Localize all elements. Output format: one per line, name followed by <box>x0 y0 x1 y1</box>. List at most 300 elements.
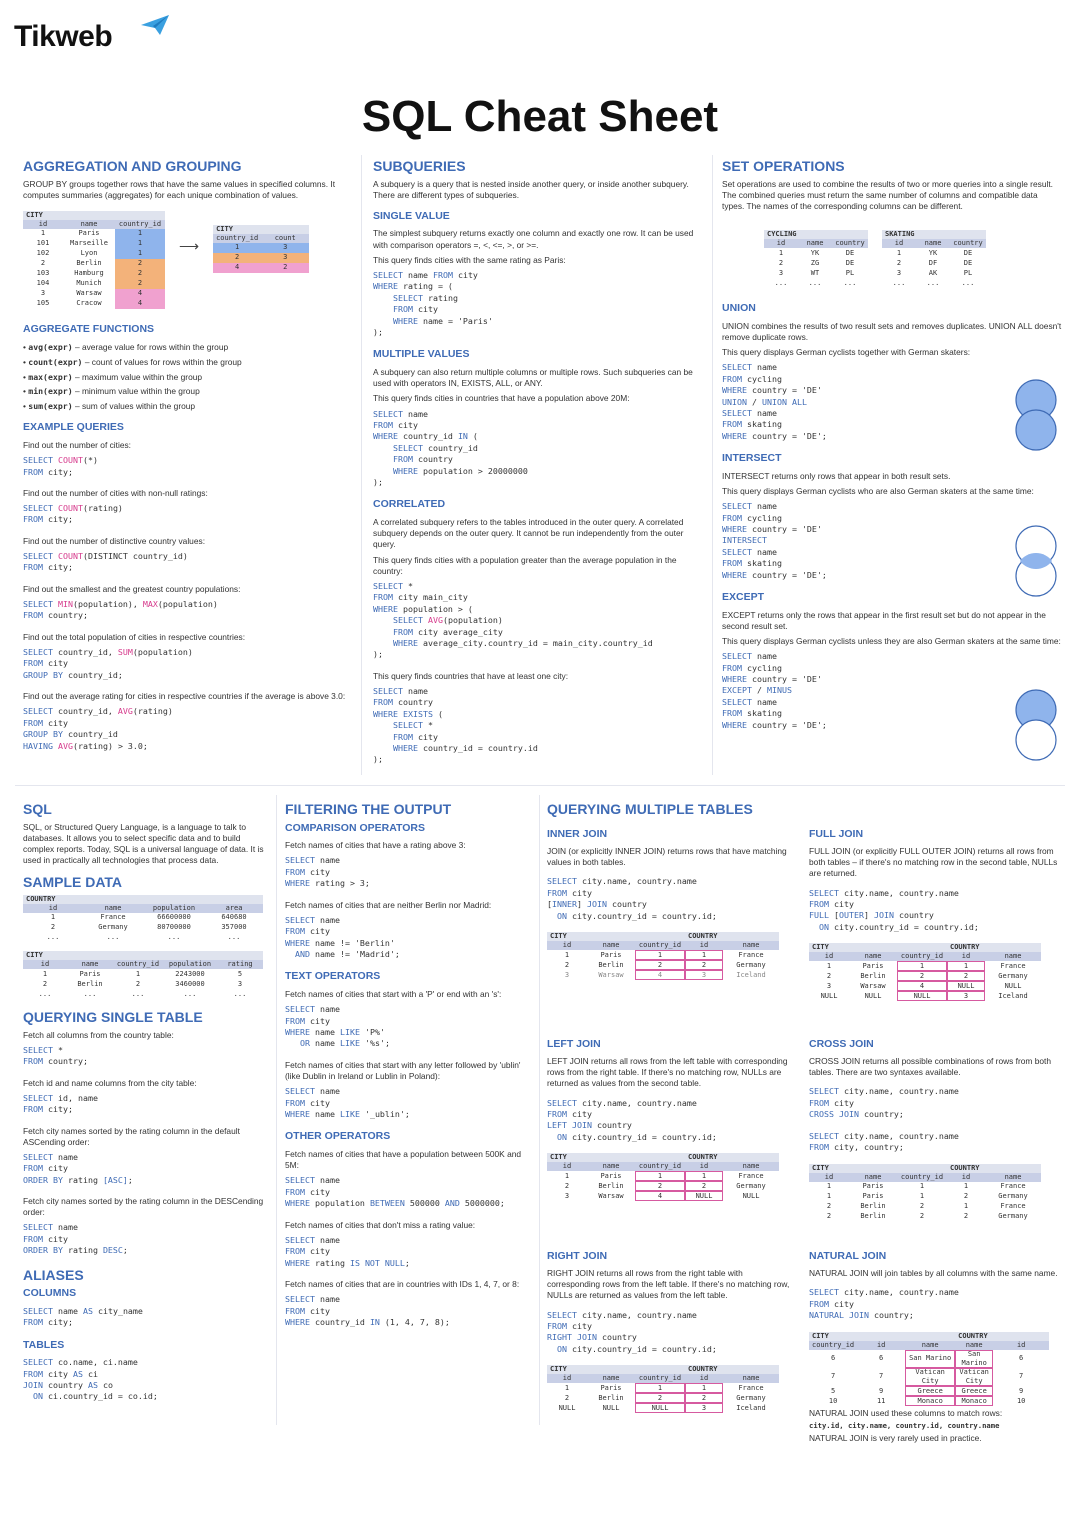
table-cell: 2 <box>896 258 902 267</box>
subsection-title: TABLES <box>23 1338 65 1351</box>
join-title: CROSS JOIN <box>809 1037 874 1050</box>
join-title: LEFT JOIN <box>547 1037 601 1050</box>
code-block: SELECT name FROM city WHERE name LIKE 'P%' OR name LIKE '%s'; <box>285 1004 390 1049</box>
table-row <box>23 913 263 923</box>
column-header: id <box>882 239 916 248</box>
code-block: SELECT city.name, country.name FROM city NATURAL JOIN country; <box>809 1287 959 1321</box>
section-intro: Set operations are used to combine the results of two or more queries into a single result. The combined queries must return the same number of columns and compatible data types. The names of the corresponding columns can be different. <box>722 178 1053 211</box>
data-table <box>23 895 263 943</box>
column-header: name <box>587 1374 635 1383</box>
table-cell: 10 <box>828 1396 838 1405</box>
code-block: SELECT country_id, SUM(population) FROM city GROUP BY country_id; <box>23 647 193 680</box>
paragraph: This query finds cities in countries that have a population above 20M: <box>373 393 630 404</box>
table-row <box>809 1386 1049 1396</box>
table-cell: Germany <box>736 960 766 969</box>
section-title: SQL <box>23 801 52 817</box>
code-block: SELECT COUNT(*) FROM city; <box>23 455 98 477</box>
table-cell: ... <box>926 278 940 287</box>
join-note: NATURAL JOIN is very rarely used in practice. <box>809 1432 982 1443</box>
table-cell: 4 <box>635 970 685 980</box>
column-header: name <box>83 904 143 913</box>
table-cell: Paris <box>600 1383 622 1392</box>
table-cell: 1 <box>50 913 56 922</box>
table-cell: ... <box>774 278 788 287</box>
function-item: • min(expr) – minimum value within the group <box>23 386 353 397</box>
column-header: population <box>163 960 217 969</box>
table-cell: Cracow <box>76 299 102 308</box>
table-cell: ... <box>808 278 822 287</box>
subsection-title: OTHER OPERATORS <box>285 1130 391 1143</box>
table-cell: 6 <box>879 1354 884 1363</box>
table-cell: 2 <box>826 1202 832 1211</box>
table-cell: 3 <box>896 268 902 277</box>
table-cell: 1 <box>564 950 570 959</box>
column-header: id <box>23 904 83 913</box>
table-name: CITY <box>547 1365 685 1374</box>
column-header: country <box>832 239 868 248</box>
subqueries-section <box>373 158 706 778</box>
code-block: SELECT name FROM city WHERE name LIKE '_ublin'; <box>285 1086 410 1119</box>
section-intro: SQL, or Structured Query Language, is a language to talk to databases. It allows you to select specific data and to build complex reports. Today, SQL is a universal language of data. It is used in practically all technologies that process data. <box>23 821 264 866</box>
data-table <box>23 211 165 309</box>
table-cell: 2 <box>115 259 165 269</box>
multiple-tables-section <box>547 801 1067 1443</box>
join-title: RIGHT JOIN <box>547 1249 608 1262</box>
column-header: id <box>809 1173 849 1182</box>
table-cell: ... <box>843 278 857 287</box>
table-row <box>882 248 986 258</box>
column-header: name <box>985 952 1041 961</box>
table-cell: 357000 <box>221 923 247 932</box>
table-cell: ... <box>83 989 97 998</box>
table-cell: San Marino <box>955 1350 993 1368</box>
table-cell: 2 <box>115 269 165 279</box>
code-block: SELECT id, name FROM city; <box>23 1092 98 1115</box>
table-cell: 2 <box>963 1192 969 1201</box>
subsection-title: COLUMNS <box>23 1287 77 1300</box>
query-description: Find out the number of cities with non-null ratings: <box>23 487 208 498</box>
query-description: Fetch all columns from the country table: <box>23 1029 174 1040</box>
table-name: COUNTRY <box>685 932 779 941</box>
table-row <box>882 258 986 268</box>
query-description: Fetch names of cities that have a rating above 3: <box>285 840 466 851</box>
table-cell: 2 <box>564 1181 570 1190</box>
table-name: CITY <box>23 951 263 960</box>
table-row <box>809 1192 1041 1202</box>
table-cell: 2 <box>919 1202 925 1211</box>
table-name: COUNTRY <box>685 1365 779 1374</box>
city-table <box>23 951 270 999</box>
table-name: CITY <box>547 1153 685 1162</box>
join-result-table <box>547 1365 779 1413</box>
table-cell: 1 <box>42 969 48 978</box>
union-venn-icon <box>1014 378 1058 458</box>
table-row <box>23 289 165 299</box>
table-cell: Vatican City <box>955 1368 993 1386</box>
table-cell: Berlin <box>860 1212 886 1221</box>
table-cell: Vatican City <box>905 1368 955 1386</box>
table-cell: 102 <box>36 249 50 258</box>
section-title: AGGREGATION AND GROUPING <box>23 158 242 174</box>
join-block <box>809 1032 1059 1244</box>
join-description: JOIN (or explicitly INNER JOIN) returns rows that have matching values in both tables. <box>547 846 787 868</box>
table-cell: ... <box>46 933 60 942</box>
table-cell: Berlin <box>76 259 102 268</box>
table-cell: ... <box>38 989 52 998</box>
paragraph: A correlated subquery refers to the tables introduced in the outer query. A correlated subquery depends on the outer query. It cannot be run independently from the outer query. <box>373 517 684 550</box>
join-block <box>547 822 797 1032</box>
join-result-table <box>547 1153 779 1201</box>
table-cell: 11 <box>876 1396 886 1405</box>
table-cell: 1 <box>115 249 165 259</box>
code-block: SELECT city.name, country.name FROM city [INNER] JOIN country ON city.country_id = country.id; <box>547 876 717 921</box>
table-row <box>809 971 1041 981</box>
join-description: CROSS JOIN returns all possible combinations of rows from both tables. There are two syntaxes available. <box>809 1056 1052 1078</box>
column-header: country_id <box>897 1173 947 1182</box>
code-block: SELECT city.name, country.name FROM city LEFT JOIN country ON city.country_id = country.id; <box>547 1097 717 1142</box>
table-cell: 1 <box>826 961 832 970</box>
table-cell: Berlin <box>77 979 103 988</box>
table-cell: 2 <box>897 971 947 981</box>
table-cell: AK <box>928 268 938 277</box>
table-row <box>23 259 165 269</box>
table-cell: 4 <box>115 289 165 299</box>
table-cell: 7 <box>830 1372 836 1381</box>
column-header: name <box>985 1173 1041 1182</box>
join-note: city.id, city.name, country.id, country.name <box>809 1421 1000 1431</box>
country-table <box>23 895 270 943</box>
subsection-title: SINGLE VALUE <box>373 209 450 222</box>
code-block: SELECT name FROM city WHERE country_id IN ( SELECT country_id FROM country WHERE population > 20000000 ); <box>373 408 528 488</box>
table-cell: Paris <box>862 1182 884 1191</box>
table-cell: 1 <box>963 1182 969 1191</box>
table-cell: ... <box>167 933 181 942</box>
table-cell: 2 <box>261 263 309 273</box>
table-cell: YK <box>810 248 820 257</box>
table-cell: 2 <box>963 1212 969 1221</box>
subsection-title: COMPARISON OPERATORS <box>285 821 426 834</box>
paragraph: This query finds cities with the same rating as Paris: <box>373 254 566 265</box>
example-list <box>23 440 353 752</box>
paragraph: INTERSECT returns only rows that appear in both result sets. <box>722 470 951 481</box>
query-description: Fetch names of cities that don't miss a rating value: <box>285 1219 476 1230</box>
code-block: SELECT city.name, country.name FROM city FULL [OUTER] JOIN country ON city.country_id = country.id; <box>809 887 979 932</box>
table-cell: 1 <box>564 1383 570 1392</box>
section-title: SUBQUERIES <box>373 158 466 174</box>
column-header: id <box>947 1173 985 1182</box>
column-header: country_id <box>113 960 163 969</box>
table-row <box>23 229 165 239</box>
column-header: id <box>547 1162 587 1171</box>
table-name: CYCLING <box>764 230 868 239</box>
table-cell: NULL <box>635 1403 685 1413</box>
table-cell: NULL <box>602 1403 620 1412</box>
column-header: id <box>764 239 798 248</box>
city-table <box>23 211 165 309</box>
table-cell: France <box>738 1171 764 1180</box>
subsection-title: INTERSECT <box>722 452 782 465</box>
table-row <box>809 1202 1041 1212</box>
table-name: CITY <box>23 211 165 220</box>
paragraph: This query finds cities with a population greater than the average population in the country: <box>373 554 677 576</box>
code-block: SELECT MIN(population), MAX(population) FROM country; <box>23 599 218 621</box>
column-header: population <box>143 904 205 913</box>
query-list <box>285 840 535 960</box>
table-cell: ... <box>106 933 120 942</box>
table-cell: France <box>100 913 126 922</box>
table-cell: 3 <box>778 268 784 277</box>
table-cell: Berlin <box>598 1181 624 1190</box>
table-row <box>809 961 1041 971</box>
table-row <box>23 923 263 933</box>
table-cell: 7 <box>1019 1372 1024 1381</box>
table-cell: 2 <box>40 259 46 268</box>
table-cell: 1 <box>826 1182 832 1191</box>
table-cell: 80700000 <box>157 923 191 932</box>
table-row <box>547 1403 779 1413</box>
column-header: country <box>950 239 986 248</box>
column-header: name <box>849 952 897 961</box>
code-block: SELECT name FROM city WHERE country_id IN (1, 4, 7, 8); <box>285 1294 450 1327</box>
join-block <box>547 1032 797 1244</box>
table-row <box>809 991 1041 1001</box>
grouped-table <box>213 225 309 273</box>
table-cell: 9 <box>879 1386 884 1395</box>
table-cell: ... <box>233 989 247 998</box>
table-cell: 2 <box>42 979 48 988</box>
table-cell: DE <box>963 258 973 267</box>
section-title: QUERYING SINGLE TABLE <box>23 1009 203 1026</box>
code-block: SELECT name FROM country WHERE EXISTS ( SELECT * FROM city WHERE country_id = country.id ); <box>373 685 538 765</box>
table-cell: 1 <box>896 248 902 257</box>
table-cell: 1 <box>213 243 261 253</box>
table-cell: ... <box>183 989 197 998</box>
skating-table <box>882 230 986 288</box>
column-header: id <box>947 952 985 961</box>
join-description: RIGHT JOIN returns all rows from the right table with corresponding rows from the left table. If there's no matching row, NULLs are returned as values from the left table. <box>547 1268 790 1301</box>
table-row <box>213 253 309 263</box>
table-cell: 3 <box>261 243 309 253</box>
table-cell: ... <box>892 278 906 287</box>
column-header: name <box>67 960 113 969</box>
table-cell: DE <box>845 258 855 267</box>
table-cell: 1 <box>963 1202 969 1211</box>
table-cell: ZG <box>810 258 820 267</box>
table-cell: 3 <box>826 981 832 990</box>
table-cell: DE <box>963 248 973 257</box>
table-cell: 1 <box>947 961 985 971</box>
table-cell: 3 <box>40 289 46 298</box>
table-cell: 101 <box>36 239 50 248</box>
query-description: Fetch names of cities that are neither Berlin nor Madrid: <box>285 899 492 910</box>
query-description: Find out the smallest and the greatest country populations: <box>23 583 241 594</box>
column-header: id <box>685 1162 723 1171</box>
table-cell: 4 <box>897 981 947 991</box>
table-cell: 2 <box>635 960 685 970</box>
join-note: NATURAL JOIN used these columns to match rows: <box>809 1408 1003 1419</box>
column-header: count <box>261 234 309 243</box>
join-title: NATURAL JOIN <box>809 1249 887 1262</box>
table-cell: 10 <box>1016 1396 1026 1405</box>
table-row <box>882 278 986 288</box>
table-cell: NULL <box>558 1403 576 1412</box>
table-cell: 640680 <box>221 913 247 922</box>
table-cell: ... <box>961 278 975 287</box>
data-table <box>882 230 986 288</box>
section-title: SAMPLE DATA <box>23 874 123 891</box>
table-cell: 2 <box>564 960 570 969</box>
table-cell: 6 <box>830 1354 836 1363</box>
column-header: name <box>723 941 779 950</box>
table-name: CITY <box>809 1164 947 1173</box>
join-result-table <box>547 932 779 980</box>
table-name: COUNTRY <box>955 1332 1049 1341</box>
table-cell: Paris <box>78 229 100 238</box>
table-cell: 1 <box>40 229 46 238</box>
table-cell: Iceland <box>736 970 766 979</box>
code-block: SELECT country_id, AVG(rating) FROM city GROUP BY country_id HAVING AVG(rating) > 3.0; <box>23 706 173 751</box>
table-cell: Germany <box>998 1192 1028 1201</box>
table-cell: 105 <box>36 299 50 308</box>
code-block: SELECT name FROM cycling WHERE country = 'DE' UNION / UNION ALL SELECT name FROM skating WHERE country = 'DE'; <box>722 362 827 441</box>
table-cell: Warsaw <box>860 981 886 990</box>
table-cell: Paris <box>79 969 101 978</box>
column-header: id <box>23 220 63 229</box>
paragraph: This query finds countries that have at least one city: <box>373 670 569 681</box>
table-cell: Germany <box>998 1212 1028 1221</box>
table-name: COUNTRY <box>23 895 263 904</box>
table-cell: YK <box>928 248 938 257</box>
table-cell: France <box>1000 1202 1026 1211</box>
query-description: Find out the number of distinctive country values: <box>23 535 206 546</box>
section-intro: GROUP BY groups together rows that have the same values in specified columns. It computes summaries (aggregates) for each unique combination of values. <box>23 178 336 200</box>
filtering-section <box>285 801 535 1426</box>
table-row <box>23 989 263 999</box>
table-cell: 2 <box>778 258 784 267</box>
table-cell: PL <box>963 268 973 277</box>
function-item: • sum(expr) – sum of values within the group <box>23 401 353 412</box>
query-description: Fetch names of cities that start with any letter followed by 'ublin' (like Dublin in Ireland or Lublin in Poland): <box>285 1059 521 1081</box>
table-cell: DE <box>845 248 855 257</box>
column-header: id <box>857 1341 905 1350</box>
table-cell: 2243000 <box>175 969 205 978</box>
table-cell: Germany <box>736 1181 766 1190</box>
section-title: ALIASES <box>23 1266 84 1283</box>
table-cell: 2 <box>213 253 261 263</box>
join-block <box>547 1244 797 1434</box>
table-cell: Monaco <box>955 1396 993 1406</box>
table-cell: 4 <box>635 1191 685 1201</box>
table-row <box>764 268 868 278</box>
paragraph: The simplest subquery returns exactly one column and exactly one row. It can be used with comparison operators =, <, <=, >, or >=. <box>373 228 694 250</box>
table-cell: France <box>738 950 764 959</box>
table-cell: 4 <box>213 263 261 273</box>
code-block: SELECT name FROM city WHERE rating IS NOT NULL; <box>285 1234 410 1268</box>
table-cell: 1 <box>778 248 784 257</box>
table-cell: PL <box>845 268 855 277</box>
table-cell: 1 <box>685 1383 723 1393</box>
table-cell: Paris <box>862 961 884 970</box>
table-cell: Munich <box>76 279 102 288</box>
query-description: Find out the average rating for cities in respective countries if the average is above 3.0: <box>23 691 346 702</box>
table-name: COUNTRY <box>947 1164 1041 1173</box>
code-block: SELECT * FROM country; <box>23 1044 88 1067</box>
column-header: name <box>798 239 832 248</box>
join-description: NATURAL JOIN will join tables by all columns with the same name. <box>809 1268 1058 1279</box>
table-cell: Berlin <box>598 960 624 969</box>
table-cell: 6 <box>1019 1354 1024 1363</box>
table-row <box>809 1396 1049 1406</box>
table-cell: 2 <box>564 1393 570 1402</box>
column-header: country_id <box>897 952 947 961</box>
table-row <box>23 979 263 989</box>
join-description: LEFT JOIN returns all rows from the left table with corresponding rows from the right table. If there's no matching row, NULLs are returned as values from the second table. <box>547 1056 788 1089</box>
table-cell: 1 <box>826 1192 832 1201</box>
paragraph: This query displays German cyclists who are also German skaters at the same time: <box>722 486 1034 497</box>
table-cell: Berlin <box>860 1202 886 1211</box>
data-table <box>764 230 868 288</box>
table-row <box>547 970 779 980</box>
table-cell: 2 <box>826 1212 832 1221</box>
column-header: id <box>685 941 723 950</box>
code-block: SELECT COUNT(DISTINCT country_id) FROM city; <box>23 551 188 573</box>
subsection-title: EXAMPLE QUERIES <box>23 421 124 434</box>
table-cell: Iceland <box>998 991 1028 1000</box>
table-cell: 2 <box>115 279 165 289</box>
table-cell: 1 <box>635 950 685 960</box>
code-block: SELECT city.name, country.name FROM city RIGHT JOIN country ON city.country_id = country.id; <box>547 1309 717 1354</box>
code-block: SELECT name FROM city WHERE name != 'Berlin' AND name != 'Madrid'; <box>285 914 400 959</box>
table-cell: Germany <box>736 1393 766 1402</box>
column-header: country_id <box>809 1341 857 1350</box>
query-description: Find out the number of cities: <box>23 439 131 450</box>
join-result-table <box>809 943 1041 1001</box>
paragraph: This query displays German cyclists together with German skaters: <box>722 347 971 358</box>
query-description: Fetch city names sorted by the rating column in the DESCending order: <box>23 1196 264 1218</box>
query-list <box>285 1149 535 1328</box>
code-block: SELECT city.name, country.name FROM city, country; <box>809 1130 959 1153</box>
table-cell: 2 <box>635 1181 685 1191</box>
table-row <box>547 1393 779 1403</box>
column-header: id <box>547 941 587 950</box>
table-cell: 2 <box>685 960 723 970</box>
table-name: SKATING <box>882 230 986 239</box>
table-cell: Warsaw <box>598 970 624 979</box>
table-cell: San Marino <box>905 1350 955 1368</box>
query-description: Fetch city names sorted by the rating column in the default ASCending order: <box>23 1125 240 1147</box>
column-header: rating <box>217 960 263 969</box>
table-cell: 2 <box>635 1393 685 1403</box>
page-title: SQL Cheat Sheet <box>361 92 719 141</box>
table-cell: WT <box>810 268 820 277</box>
function-item: • max(expr) – maximum value within the group <box>23 372 353 383</box>
table-cell: Greece <box>905 1386 955 1396</box>
column-header: name <box>723 1374 779 1383</box>
cycling-table <box>764 230 868 288</box>
table-cell: 1 <box>635 1383 685 1393</box>
table-name: CITY <box>213 225 309 234</box>
table-cell: ... <box>131 989 145 998</box>
table-cell: 5 <box>237 969 243 978</box>
table-row <box>809 1368 1049 1386</box>
paragraph: This query displays German cyclists unless they are also German skaters at the same time: <box>722 636 1061 647</box>
subsection-title: CORRELATED <box>373 498 446 511</box>
column-header: name <box>63 220 115 229</box>
table-row <box>23 249 165 259</box>
table-row <box>23 279 165 289</box>
code-block: SELECT name FROM cycling WHERE country = 'DE' INTERSECT SELECT name FROM skating WHERE country = 'DE'; <box>722 501 827 580</box>
section-title: QUERYING MULTIPLE TABLES <box>547 801 753 817</box>
